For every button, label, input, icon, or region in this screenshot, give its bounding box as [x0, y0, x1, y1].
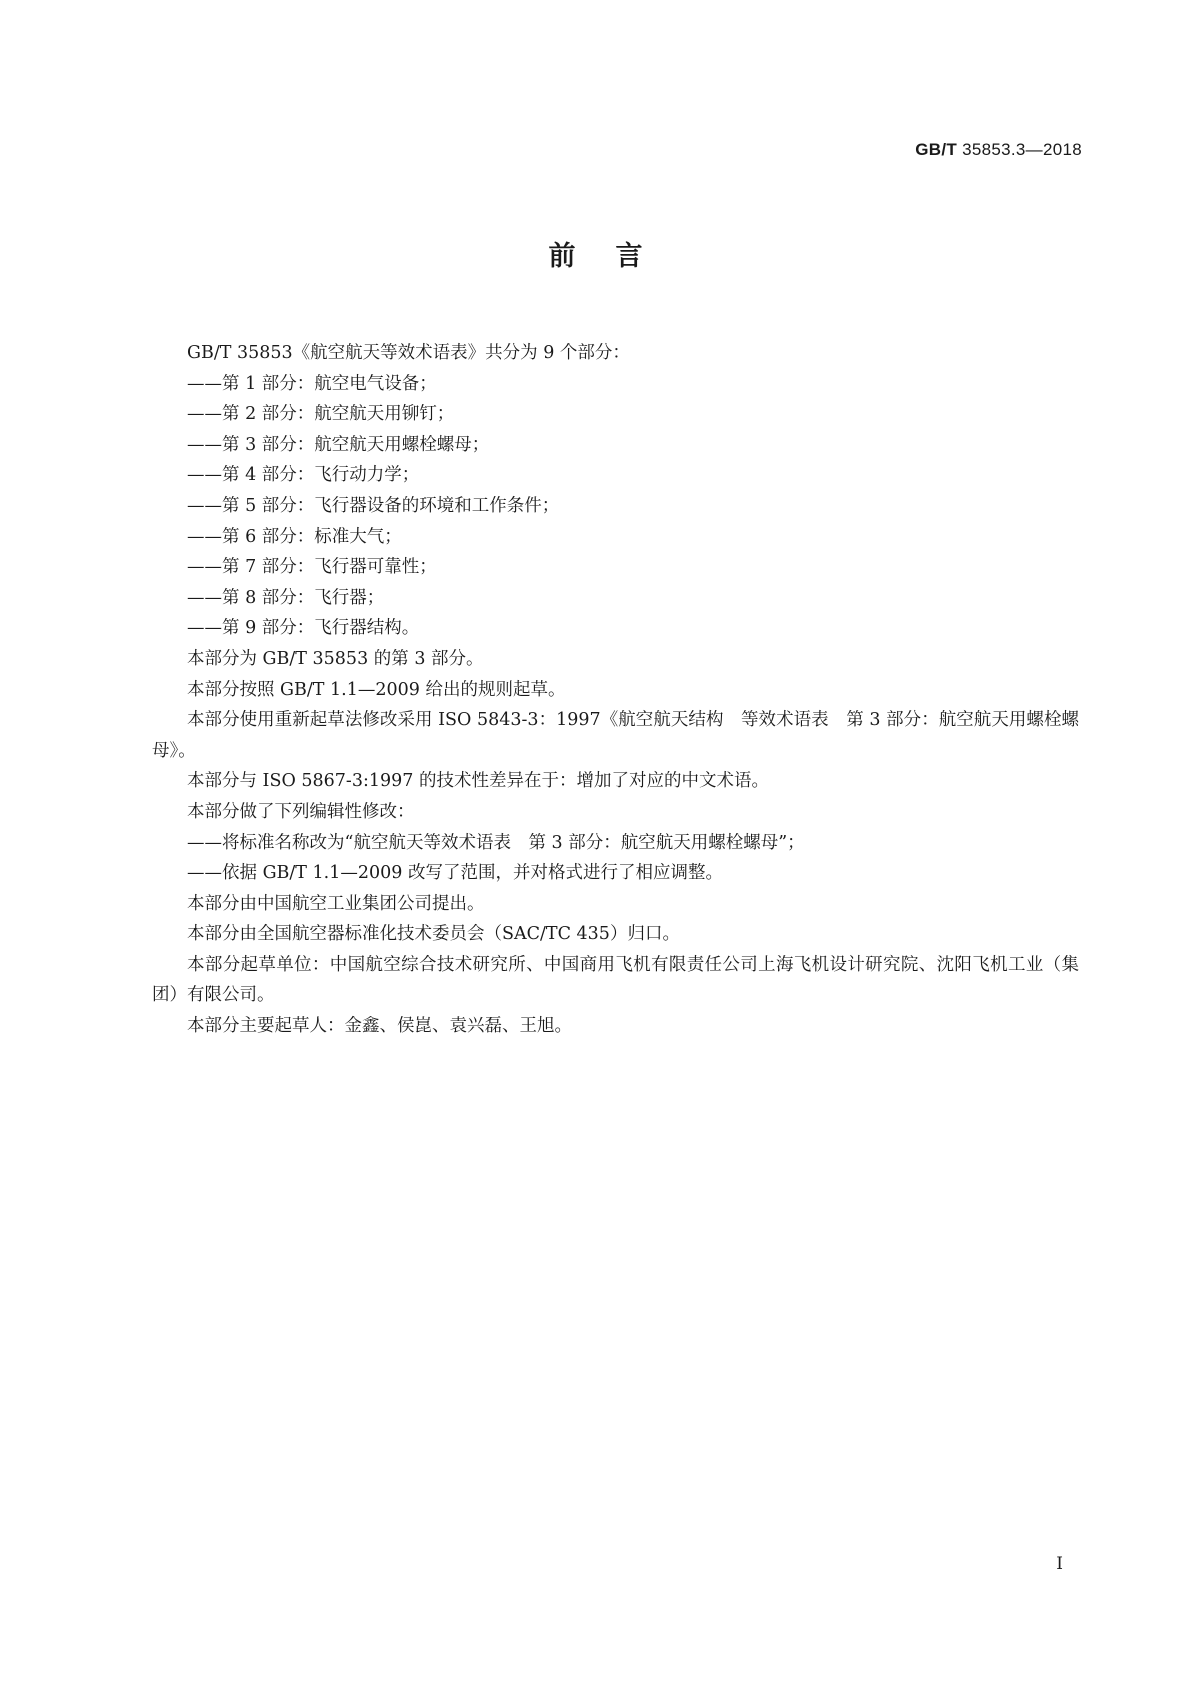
list-item-editorial-2: ——依据 GB/T 1.1—2009 改写了范围，并对格式进行了相应调整。: [187, 863, 723, 884]
paragraph-drafters: 本部分主要起草人：金鑫、侯崑、袁兴磊、王旭。: [187, 1016, 572, 1037]
paragraph-committee: 本部分由全国航空器标准化技术委员会（SAC/TC 435）归口。: [187, 924, 680, 945]
list-item-part-1: ——第 1 部分：航空电气设备；: [187, 373, 437, 394]
paragraph-editorial-changes: 本部分做了下列编辑性修改：: [187, 801, 415, 822]
list-item-part-5: ——第 5 部分：飞行器设备的环境和工作条件；: [187, 495, 560, 516]
paragraph-adoption: 本部分使用重新起草法修改采用 ISO 5843-3：1997《航空航天结构 等效术语表 第 3 部分：航空航天用螺栓螺母》。: [152, 710, 1079, 761]
standard-number: 35853.3—2018: [962, 140, 1082, 159]
standard-prefix: GB/T: [915, 140, 958, 159]
paragraph-part-statement: 本部分为 GB/T 35853 的第 3 部分。: [187, 648, 484, 669]
list-item-part-6: ——第 6 部分：标准大气；: [187, 526, 402, 547]
list-item-editorial-1: ——将标准名称改为“航空航天等效术语表 第 3 部分：航空航天用螺栓螺母”；: [187, 832, 805, 853]
list-item-part-8: ——第 8 部分：飞行器；: [187, 587, 385, 608]
standard-identifier: [915, 140, 1082, 160]
list-item-part-7: ——第 7 部分：飞行器可靠性；: [187, 557, 437, 578]
paragraph-drafting-units: 本部分起草单位：中国航空综合技术研究所、中国商用飞机有限责任公司上海飞机设计研究院、沈阳飞机工业（集团）有限公司。: [152, 954, 1079, 1006]
paragraph-proposer: 本部分由中国航空工业集团公司提出。: [187, 893, 485, 914]
paragraph-intro: GB/T 35853《航空航天等效术语表》共分为 9 个部分：: [187, 343, 630, 363]
list-item-part-4: ——第 4 部分：飞行动力学；: [187, 465, 420, 486]
list-item-part-9: ——第 9 部分：飞行器结构。: [187, 618, 420, 639]
page-title: 前言: [548, 241, 683, 272]
paragraph-drafting-rules: 本部分按照 GB/T 1.1—2009 给出的规则起草。: [187, 679, 566, 700]
paragraph-technical-differences: 本部分与 ISO 5867-3:1997 的技术性差异在于：增加了对应的中文术语。: [187, 771, 769, 792]
list-item-part-2: ——第 2 部分：航空航天用铆钉；: [187, 404, 455, 425]
foreword-body: [152, 338, 1079, 1042]
page-number: I: [1056, 1554, 1063, 1574]
list-item-part-3: ——第 3 部分：航空航天用螺栓螺母；: [187, 434, 490, 455]
